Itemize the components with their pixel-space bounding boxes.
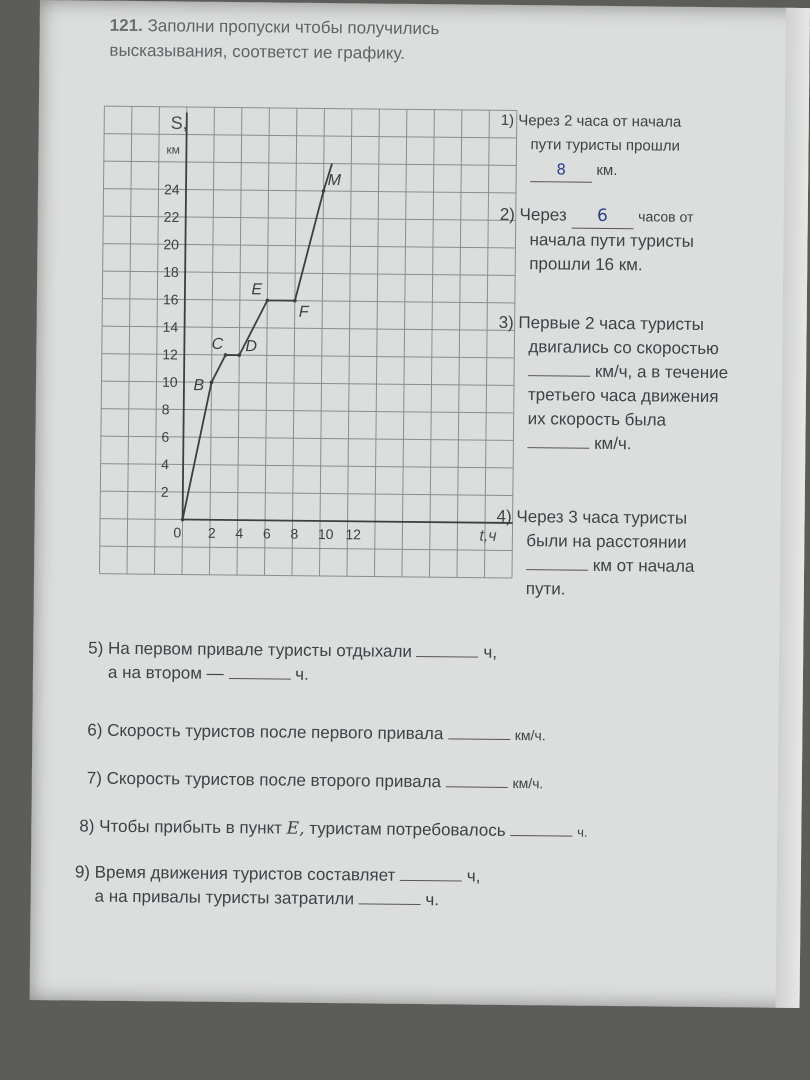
q1-line2: пути туристы прошли xyxy=(530,136,681,155)
grid-line-v xyxy=(347,109,352,576)
q4-line1: 4) Через 3 часа туристы xyxy=(496,506,688,528)
data-point xyxy=(293,299,297,303)
q8-text2: туристам потребовалось xyxy=(309,818,506,840)
point-label-D: D xyxy=(245,338,258,356)
q5-blank-1[interactable] xyxy=(417,656,479,658)
y-tick-label: 18 xyxy=(163,263,179,280)
y-tick-label: 4 xyxy=(161,456,170,473)
x-axis-label: t,ч xyxy=(479,527,497,545)
q3-blank-1[interactable] xyxy=(528,375,590,377)
y-tick-label: 8 xyxy=(161,401,170,418)
y-tick-label: 14 xyxy=(162,318,179,335)
q9-blank-1[interactable] xyxy=(400,880,462,882)
question-9 xyxy=(74,860,480,912)
tick-labels xyxy=(160,181,365,542)
question-7 xyxy=(87,767,544,796)
q2-line1b: часов от xyxy=(638,208,694,225)
q3-line2: двигались со скоростью xyxy=(528,337,719,359)
grid-line-v xyxy=(154,107,159,574)
point-label-F: F xyxy=(298,303,309,321)
q7-unit: км/ч. xyxy=(512,774,544,792)
x-tick-label: 8 xyxy=(290,525,299,542)
q2-line3: прошли 16 км. xyxy=(529,254,643,275)
grid-line-h xyxy=(104,134,516,138)
q5-unit2: ч. xyxy=(295,664,309,684)
x-tick-label: 2 xyxy=(207,524,216,541)
grid-line-v xyxy=(484,110,489,577)
question-4 xyxy=(496,505,695,603)
q4-line3: км от начала xyxy=(592,555,695,576)
y-axis-label: S, xyxy=(170,112,188,134)
y-tick-label: 22 xyxy=(163,208,180,225)
q6-unit: км/ч. xyxy=(514,727,546,744)
question-5 xyxy=(88,637,497,689)
distance-time-graph xyxy=(86,112,497,583)
q9-blank-2[interactable] xyxy=(359,903,421,905)
grid-line-h xyxy=(100,546,512,550)
q1-line1: 1) Через 2 часа от начала xyxy=(500,111,682,131)
q4-line4: пути. xyxy=(525,579,566,599)
grid-line-h xyxy=(99,574,511,578)
y-tick-label: 20 xyxy=(163,236,180,253)
grid-line-v xyxy=(319,108,324,575)
q6-text: 6) Скорость туристов после первого привала xyxy=(87,720,444,744)
q8-point: E, xyxy=(286,818,305,839)
q6-blank[interactable] xyxy=(448,738,510,740)
workbook-page xyxy=(30,0,810,1008)
q3-blank-2[interactable] xyxy=(527,447,589,449)
q1-answer-blank[interactable]: 8 xyxy=(530,157,592,183)
question-8 xyxy=(79,814,587,844)
point-label-E: E xyxy=(251,281,263,299)
grid-line-v xyxy=(127,106,132,573)
task-title-line2: высказывания, соответст ие графику. xyxy=(109,40,405,63)
q2-line1a: 2) Через xyxy=(499,204,567,225)
y-tick-label: 2 xyxy=(160,483,169,500)
grid-line-h xyxy=(104,106,516,110)
q5-unit1: ч, xyxy=(483,642,498,662)
q9-unit1: ч, xyxy=(466,866,481,886)
q9-unit2: ч. xyxy=(425,890,440,910)
x-tick-label: 12 xyxy=(345,526,362,543)
grid-line-v xyxy=(374,109,379,576)
q4-line2: были на расстоянии xyxy=(526,531,687,552)
y-tick-label: 12 xyxy=(162,346,178,363)
question-2 xyxy=(499,203,694,278)
q3-line1: 3) Первые 2 часа туристы xyxy=(498,312,705,334)
q7-text: 7) Скорость туристов после второго привала xyxy=(86,768,442,792)
x-tick-label: 0 xyxy=(173,524,182,541)
x-tick-label: 10 xyxy=(317,525,334,543)
q3-line5: их скорость была xyxy=(527,409,667,430)
q9-line2: а на привалы туристы затратили xyxy=(94,886,355,909)
grid-line-v xyxy=(402,109,407,576)
grid-line-v xyxy=(429,110,434,577)
point-label-C: C xyxy=(211,335,224,353)
question-1 xyxy=(500,109,681,184)
q9-line1: 9) Время движения туристов составляет xyxy=(74,862,396,885)
grid-line-v xyxy=(264,108,269,575)
y-tick-label: 24 xyxy=(163,181,180,198)
point-label-B: B xyxy=(193,377,205,395)
grid-line-v xyxy=(237,108,242,575)
task-title-line1: Заполни пропуски чтобы получились xyxy=(147,16,440,39)
grid-line-v xyxy=(457,110,462,577)
task-header xyxy=(109,13,439,66)
grid-line-v xyxy=(99,106,104,573)
question-6 xyxy=(87,719,546,748)
q8-blank[interactable] xyxy=(510,835,572,837)
q7-blank[interactable] xyxy=(446,786,508,788)
data-point xyxy=(181,518,185,522)
q8-unit: ч. xyxy=(577,824,588,840)
q4-blank[interactable] xyxy=(526,569,588,571)
q2-answer-blank[interactable]: 6 xyxy=(571,204,633,230)
q5-blank-2[interactable] xyxy=(228,678,290,680)
q5-line1: 5) На первом привале туристы отдыхали xyxy=(88,638,413,661)
q8-text1: 8) Чтобы прибыть в пункт xyxy=(79,816,283,838)
y-tick-label: 16 xyxy=(162,291,179,308)
page-edge xyxy=(775,8,809,1008)
point-label-M: M xyxy=(327,172,342,190)
task-number: 121. xyxy=(109,15,143,36)
y-axis xyxy=(183,113,187,520)
grid xyxy=(99,106,516,578)
question-3 xyxy=(497,311,728,457)
q2-line2: начала пути туристы xyxy=(529,230,694,251)
grid-line-v xyxy=(292,108,297,575)
q1-unit: км. xyxy=(596,161,618,180)
q5-line2: а на втором — xyxy=(107,662,224,683)
grid-line-h xyxy=(104,161,516,165)
q3-line6: км/ч. xyxy=(594,433,632,454)
y-tick-label: 6 xyxy=(161,428,170,445)
x-tick-label: 6 xyxy=(262,525,271,542)
q3-line3: км/ч, а в течение xyxy=(594,361,729,383)
y-tick-label: 10 xyxy=(161,373,178,390)
x-tick-label: 4 xyxy=(235,525,244,542)
q3-line4: третьего часа движения xyxy=(527,385,719,407)
y-axis-unit: км xyxy=(166,142,181,157)
